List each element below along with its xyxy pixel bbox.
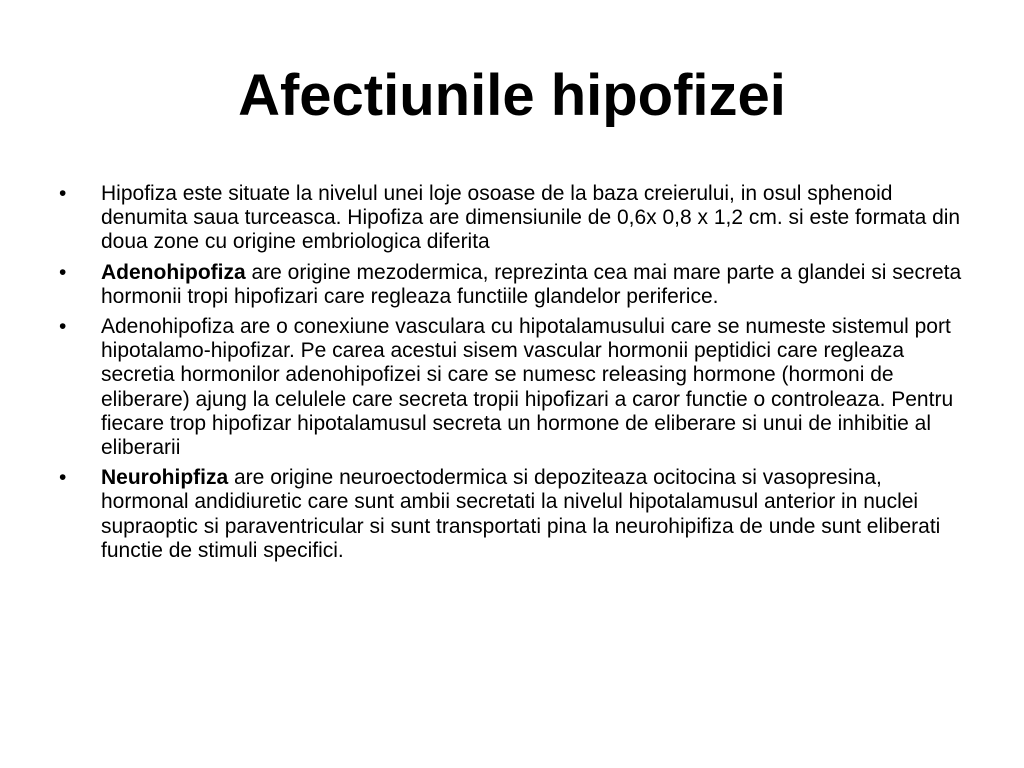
bullet-item-neurohipofiza (59, 466, 971, 563)
bullet-text: are origine neuroectodermica si depoziteaza ocitocina si vasopresina, hormonal andidiuretic care sunt ambii secretati la nivelul hipotalamusul anterior in nuclei supraoptic si paraventricular si sunt transportati pina la neurohipifiza de unde sunt eliberati functie de stimuli specifici. (101, 466, 941, 562)
bullet-list (59, 182, 971, 569)
bullet-lead: Adenohipofiza (101, 260, 246, 284)
slide-title: Afectiunile hipofizei (238, 63, 786, 128)
bullet-lead: Neurohipfiza (101, 466, 229, 490)
bullet-dot-icon: • (59, 466, 67, 490)
bullet-item-vascular-connection (59, 315, 971, 460)
bullet-item-location (59, 182, 971, 255)
bullet-dot-icon: • (59, 315, 67, 339)
bullet-text: Adenohipofiza are o conexiune vasculara cu hipotalamusului care se numeste sistemul port hipotalamo-hipofizar. Pe carea acestui sisem vascular hormonii peptidici care regleaza secretia hormonilor adenohipofizei si care se numesc releasing hormone (hormoni de eliberare) ajung la celulele care secreta tropii hipofizari a caror functie o controleaza. Pentru fiecare trop hipofizar hipotalamusul secreta un hormone de eliberare si unui de inhibitie al eliberarii (101, 315, 954, 460)
bullet-dot-icon: • (59, 182, 67, 205)
bullet-text: Hipofiza este situate la nivelul unei loje osoase de la baza creierului, in osul sphenoid denumita saua turceasca. Hipofiza are dimensiunile de 0,6x 0,8 x 1,2 cm. si este formata din doua zone cu origine embriologica diferita (101, 182, 961, 254)
bullet-item-adenohipofiza (59, 261, 971, 309)
bullet-text: are origine mezodermica, reprezinta cea mai mare parte a glandei si secreta hormonii tropi hipofizari care regleaza functiile glandelor periferice. (101, 260, 962, 308)
bullet-dot-icon: • (59, 260, 67, 284)
